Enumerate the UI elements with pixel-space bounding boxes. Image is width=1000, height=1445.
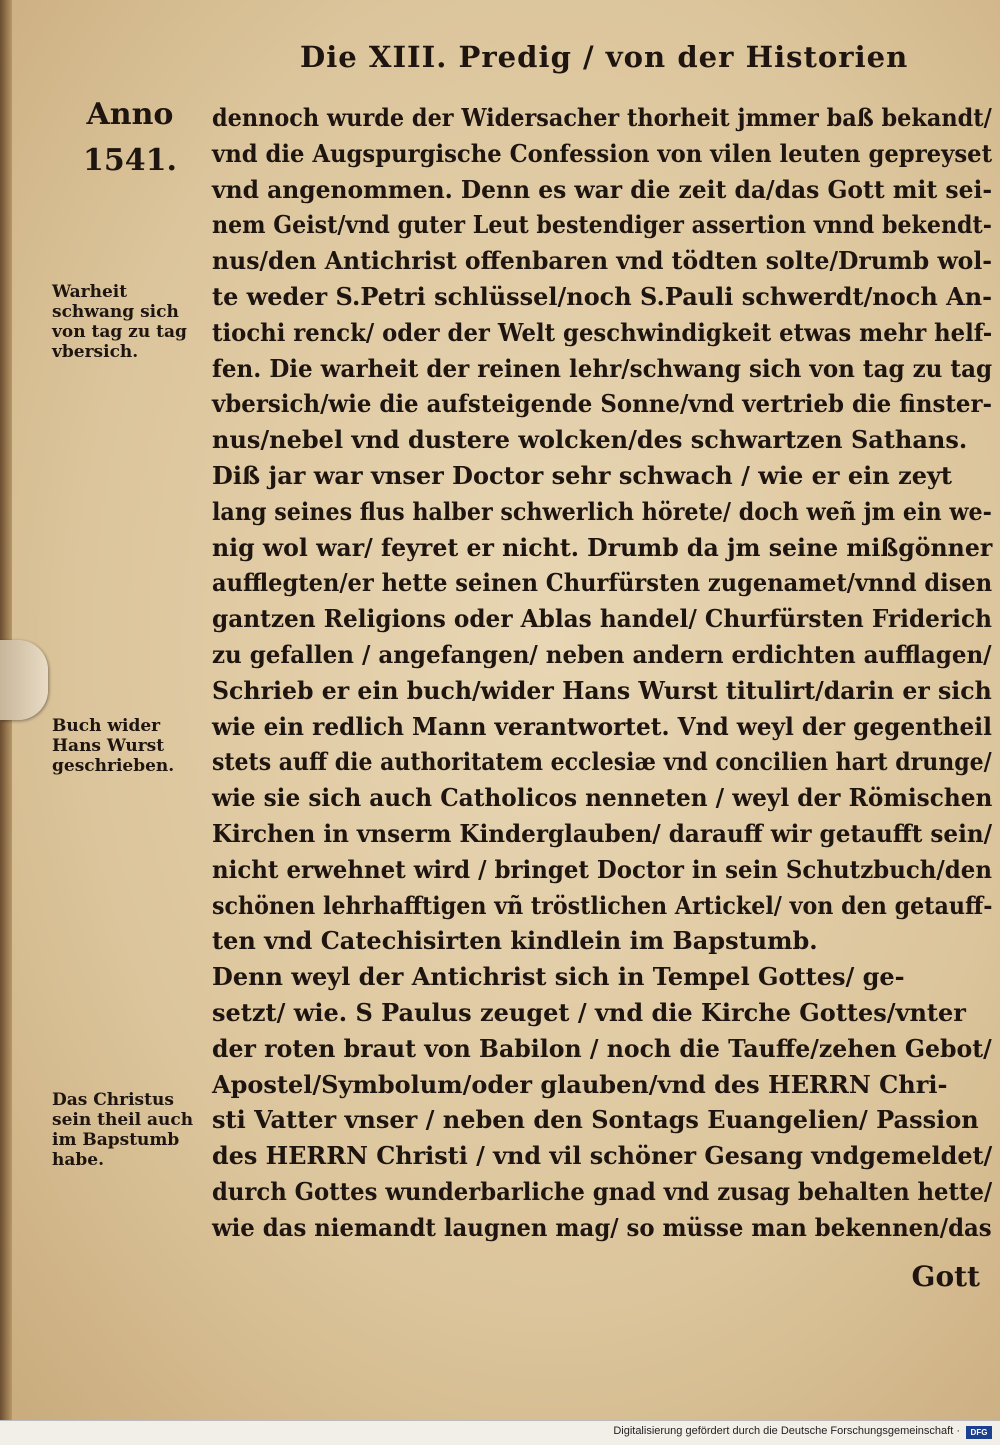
text-line: setzt/ wie. S Paulus zeuget / vnd die Kirche Gottes/vnter	[212, 997, 966, 1027]
text-line: der roten braut von Babilon / noch die Tauffe/zehen Gebot/	[212, 1033, 992, 1063]
text-line: aufflegten/er hette seinen Churfürsten zugenamet/vnnd disen	[212, 568, 993, 598]
text-line: Diß jar war vnser Doctor sehr schwach / wie er ein zeyt	[212, 460, 953, 490]
margin-note-line: im Bapstumb	[52, 1130, 180, 1150]
text-line: wie sie sich auch Catholicos nenneten / weyl der Römischen	[212, 783, 993, 813]
text-line: stets auff die authoritatem ecclesiæ vnd concilien hart drunge/	[212, 747, 992, 777]
margin-note-line: schwang sich	[52, 302, 179, 322]
text-line: Apostel/Symbolum/oder glauben/vnd des HERRN Chri-	[212, 1069, 948, 1099]
catchword: Gott	[911, 1260, 980, 1293]
text-line: nus/den Antichrist offenbaren vnd tödten solte/Drumb wol-	[212, 246, 993, 276]
text-line: vbersich/wie die aufsteigende Sonne/vnd vertrieb die finster-	[212, 389, 993, 419]
margin-note-warheit	[52, 282, 212, 362]
text-line: nus/nebel vnd dustere wolcken/des schwartzen Sathans.	[212, 425, 968, 455]
margin-note-line: geschrieben.	[52, 756, 175, 776]
year-marginalia	[70, 92, 190, 184]
margin-note-line: vbersich.	[52, 342, 139, 362]
margin-note-line: Das Christus	[52, 1090, 174, 1110]
body-text	[212, 100, 992, 1246]
text-line: Kirchen in vnserm Kinderglauben/ darauff wir getaufft sein/	[212, 818, 993, 848]
year-value: 1541.	[83, 143, 177, 178]
text-line: nig wol war/ feyret er nicht. Drumb da jm seine mißgönner	[212, 532, 993, 562]
text-line: lang seines flus halber schwerlich hörete/ doch weñ jm ein we-	[212, 496, 992, 526]
margin-note-line: von tag zu tag	[52, 322, 187, 342]
footer-credit: Digitalisierung gefördert durch die Deutsche Forschungsgemeinschaft ·	[613, 1425, 960, 1437]
dfg-logo: DFG	[966, 1426, 992, 1439]
text-line: Denn weyl der Antichrist sich in Tempel Gottes/ ge-	[212, 962, 905, 992]
text-line: fen. Die warheit der reinen lehr/schwang sich von tag zu tag	[212, 353, 993, 383]
text-line: schönen lehrhafftigen vñ tröstlichen Artickel/ von den getauff-	[212, 890, 993, 920]
text-line: tiochi renck/ oder der Welt geschwindigkeit etwas mehr helf-	[212, 317, 993, 347]
text-line: wie ein redlich Mann verantwortet. Vnd weyl der gegentheil	[212, 711, 992, 741]
year-label: Anno	[86, 97, 174, 132]
page-header: Die XIII. Predig / von der Historien	[300, 40, 909, 74]
footer-bar	[0, 1420, 1000, 1445]
text-line: vnd angenommen. Denn es war die zeit da/das Gott mit sei-	[212, 174, 993, 204]
text-line: nicht erwehnet wird / bringet Doctor in sein Schutzbuch/den	[212, 854, 992, 884]
margin-note-hans-wurst	[52, 716, 212, 776]
margin-note-line: Buch wider	[52, 716, 161, 736]
text-line: ten vnd Catechisirten kindlein im Bapstumb.	[212, 926, 818, 956]
text-line: sti Vatter vnser / neben den Sontags Euangelien/ Passion	[212, 1105, 979, 1135]
margin-note-line: Hans Wurst	[52, 736, 165, 756]
text-line: vnd die Augspurgische Confession von vilen leuten gepreyset	[212, 138, 993, 168]
text-line: nem Geist/vnd guter Leut bestendiger assertion vnnd bekendt-	[212, 210, 992, 240]
book-clasp	[0, 640, 48, 720]
margin-note-line: sein theil auch	[52, 1110, 194, 1130]
text-line: Schrieb er ein buch/wider Hans Wurst titulirt/darin er sich	[212, 675, 992, 705]
text-line: dennoch wurde der Widersacher thorheit jmmer baß bekandt/	[212, 103, 992, 132]
margin-note-christus	[52, 1090, 212, 1170]
text-line: durch Gottes wunderbarliche gnad vnd zusag behalten hette/	[212, 1176, 993, 1206]
text-line: zu gefallen / angefangen/ neben andern erdichten aufflagen/	[212, 639, 992, 669]
text-line: wie das niemandt laugnen mag/ so müsse man bekennen/das	[212, 1212, 992, 1242]
text-line: des HERRN Christi / vnd vil schöner Gesang vndgemeldet/	[212, 1141, 993, 1171]
margin-note-line: habe.	[52, 1150, 104, 1170]
text-line: te weder S.Petri schlüssel/noch S.Pauli schwerdt/noch An-	[212, 281, 993, 311]
text-line: gantzen Religions oder Ablas handel/ Churfürsten Friderich	[212, 604, 992, 634]
margin-note-line: Warheit	[52, 282, 128, 302]
